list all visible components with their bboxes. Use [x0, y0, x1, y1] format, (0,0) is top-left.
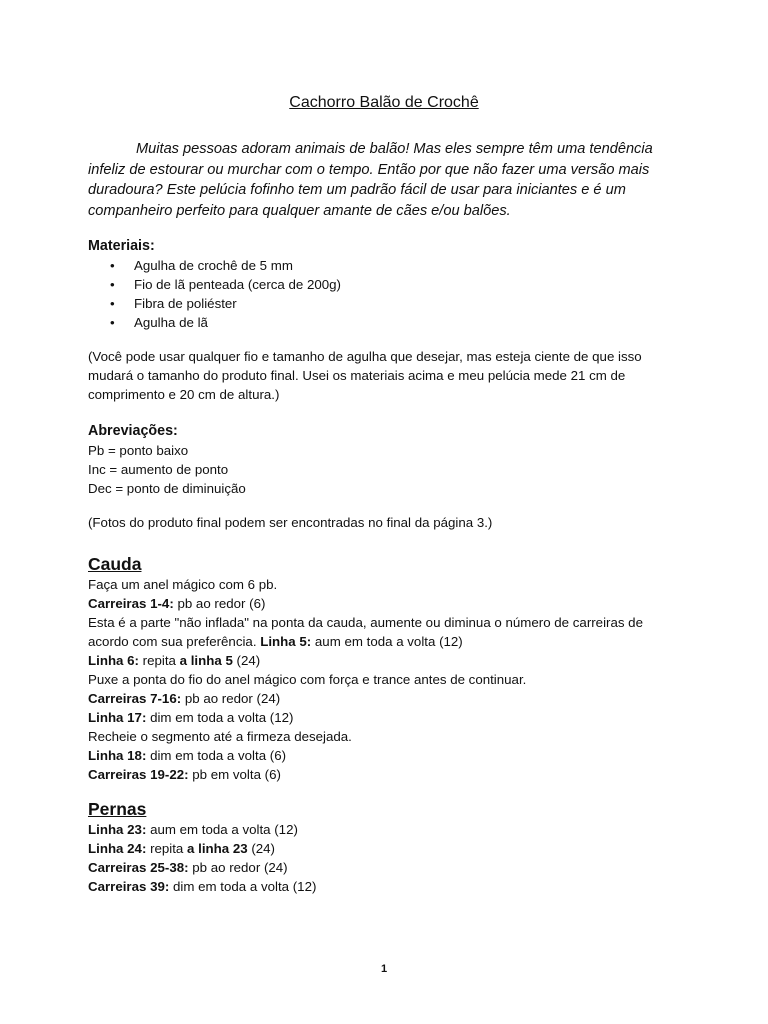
- row-label: Linha 17:: [88, 710, 147, 725]
- row-text: (24): [247, 841, 275, 856]
- abbreviation-item: Dec = ponto de diminuição: [88, 481, 246, 496]
- list-item: [88, 256, 688, 275]
- row-text: repita: [138, 653, 180, 668]
- materials-note: (Você pode usar qualquer fio e tamanho de agulha que desejar, mas esteja ciente de que isso mudará o tamanho do produto final. Usei os materiais acima e meu pelúcia mede 21 cm de comprimento e 20 cm de altura.): [88, 349, 642, 402]
- intro-paragraph: [88, 139, 688, 221]
- material-text: Agulha de crochê de 5 mm: [134, 258, 293, 273]
- abbreviations-heading: Abreviações:: [88, 423, 178, 439]
- cauda-heading: Cauda: [88, 554, 142, 574]
- instruction-line: [88, 820, 688, 839]
- row-label: Linha 23:: [88, 822, 147, 837]
- instruction-line: [88, 613, 678, 651]
- row-text: dim em toda a volta (12): [169, 879, 317, 894]
- row-text: (24): [232, 653, 261, 668]
- row-label: Carreiras 7-16:: [88, 691, 182, 706]
- instruction-line: [88, 858, 688, 877]
- list-item: [88, 275, 688, 294]
- row-ref: a linha 23: [187, 841, 248, 856]
- row-text: pb em volta (6): [188, 767, 281, 782]
- material-text: Fibra de poliéster: [134, 296, 237, 311]
- row-label: Linha 24:: [88, 841, 147, 856]
- row-text: aum em toda a volta (12): [311, 634, 463, 649]
- row-label: Linha 5:: [260, 634, 312, 649]
- row-text: Esta é a parte "não inflada" na ponta da cauda, aumente ou diminua o número de carreiras de acordo com sua preferência.: [88, 615, 643, 649]
- instruction-line: [88, 746, 688, 765]
- row-text: repita: [146, 841, 188, 856]
- row-text: pb ao redor (24): [181, 691, 281, 706]
- row-label: Carreiras 39:: [88, 879, 170, 894]
- instruction-line: [88, 877, 688, 896]
- pernas-section: [88, 798, 688, 896]
- instruction-line: Recheie o segmento até a firmeza desejada.: [88, 729, 352, 744]
- instruction-line: [88, 708, 688, 727]
- list-item: [88, 294, 688, 313]
- instruction-line: [88, 765, 688, 784]
- row-ref: a linha 5: [179, 653, 233, 668]
- abbreviations-section: [88, 421, 688, 498]
- pernas-heading: Pernas: [88, 799, 147, 819]
- row-text: pb ao redor (6): [173, 596, 266, 611]
- row-label: Carreiras 19-22:: [88, 767, 189, 782]
- instruction-line: Faça um anel mágico com 6 pb.: [88, 577, 278, 592]
- row-text: pb ao redor (24): [188, 860, 288, 875]
- row-text: dim em toda a volta (12): [146, 710, 294, 725]
- document-title: Cachorro Balão de Crochê: [289, 94, 479, 111]
- instruction-line: [88, 839, 688, 858]
- row-text: dim em toda a volta (6): [146, 748, 287, 763]
- materials-section: [88, 236, 688, 332]
- row-label: Carreiras 1-4:: [88, 596, 174, 611]
- list-item: [88, 313, 688, 332]
- material-text: Fio de lã penteada (cerca de 200g): [134, 277, 341, 292]
- row-label: Linha 18:: [88, 748, 147, 763]
- instruction-line: [88, 651, 688, 670]
- abbreviation-item: Inc = aumento de ponto: [88, 462, 229, 477]
- instruction-line: [88, 594, 688, 613]
- bullet-icon: •: [110, 258, 115, 273]
- material-text: Agulha de lã: [134, 315, 208, 330]
- photos-note: (Fotos do produto final podem ser encontradas no final da página 3.): [88, 515, 493, 530]
- instruction-line: [88, 689, 688, 708]
- instruction-line: Puxe a ponta do fio do anel mágico com força e trance antes de continuar.: [88, 672, 527, 687]
- row-label: Carreiras 25-38:: [88, 860, 189, 875]
- row-text: aum em toda a volta (12): [146, 822, 298, 837]
- row-label: Linha 6:: [88, 653, 139, 668]
- abbreviation-item: Pb = ponto baixo: [88, 443, 189, 458]
- intro-text: Muitas pessoas adoram animais de balão! Mas eles sempre têm uma tendência infeliz de estourar ou murchar com o tempo. Então por que não fazer uma versão mais duradoura? Este pelúcia fofinho tem um padrão fácil de usar para iniciantes e é um companheiro perfeito para qualquer amante de cães e/ou balões.: [88, 141, 653, 219]
- cauda-section: [88, 553, 688, 784]
- bullet-icon: •: [110, 296, 115, 311]
- bullet-icon: •: [110, 315, 115, 330]
- bullet-icon: •: [110, 277, 115, 292]
- materials-list: [88, 256, 688, 332]
- page-number: 1: [380, 963, 388, 975]
- materials-heading: Materiais:: [88, 238, 155, 254]
